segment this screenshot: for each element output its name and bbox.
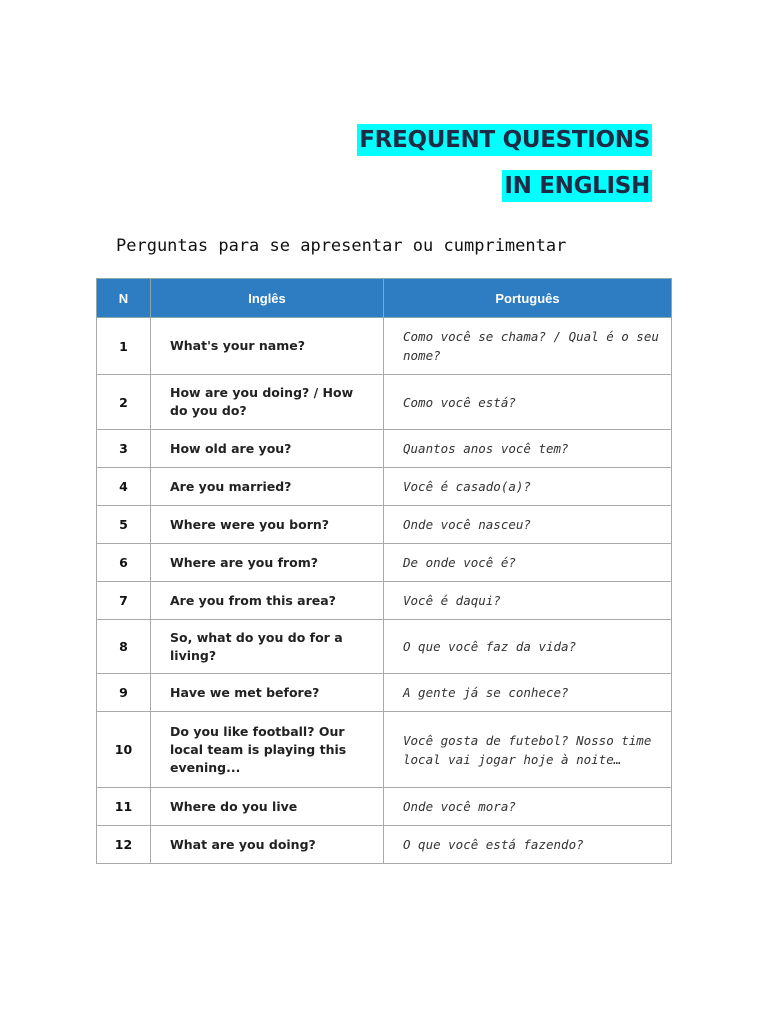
row-number: 3 bbox=[97, 430, 151, 468]
portuguese-translation: Você é daqui? bbox=[384, 582, 672, 620]
row-number: 8 bbox=[97, 620, 151, 674]
english-question: Where do you live bbox=[151, 788, 384, 826]
portuguese-translation: Você é casado(a)? bbox=[384, 468, 672, 506]
table-row bbox=[97, 826, 672, 864]
english-question: What's your name? bbox=[151, 318, 384, 375]
row-number: 4 bbox=[97, 468, 151, 506]
table-row bbox=[97, 582, 672, 620]
row-number: 5 bbox=[97, 506, 151, 544]
table-row bbox=[97, 788, 672, 826]
questions-table bbox=[96, 278, 672, 864]
table-row bbox=[97, 468, 672, 506]
english-question: How are you doing? / How do you do? bbox=[151, 375, 384, 430]
portuguese-translation: De onde você é? bbox=[384, 544, 672, 582]
english-question: What are you doing? bbox=[151, 826, 384, 864]
table-row bbox=[97, 674, 672, 712]
table-header-row bbox=[97, 279, 672, 318]
table-row bbox=[97, 375, 672, 430]
portuguese-translation: Como você está? bbox=[384, 375, 672, 430]
english-question: Do you like football? Our local team is playing this evening... bbox=[151, 712, 384, 788]
title-line-2: IN ENGLISH bbox=[502, 170, 652, 202]
row-number: 12 bbox=[97, 826, 151, 864]
table-row bbox=[97, 620, 672, 674]
title-line-1: FREQUENT QUESTIONS bbox=[357, 124, 652, 156]
row-number: 6 bbox=[97, 544, 151, 582]
header-portuguese: Português bbox=[384, 279, 672, 318]
row-number: 10 bbox=[97, 712, 151, 788]
portuguese-translation: Onde você mora? bbox=[384, 788, 672, 826]
table-row bbox=[97, 430, 672, 468]
portuguese-translation: Você gosta de futebol? Nosso time local vai jogar hoje à noite… bbox=[384, 712, 672, 788]
row-number: 1 bbox=[97, 318, 151, 375]
english-question: Where were you born? bbox=[151, 506, 384, 544]
table-row bbox=[97, 318, 672, 375]
portuguese-translation: A gente já se conhece? bbox=[384, 674, 672, 712]
portuguese-translation: O que você faz da vida? bbox=[384, 620, 672, 674]
portuguese-translation: Quantos anos você tem? bbox=[384, 430, 672, 468]
portuguese-translation: Onde você nasceu? bbox=[384, 506, 672, 544]
row-number: 2 bbox=[97, 375, 151, 430]
english-question: So, what do you do for a living? bbox=[151, 620, 384, 674]
table-row bbox=[97, 544, 672, 582]
english-question: Have we met before? bbox=[151, 674, 384, 712]
row-number: 11 bbox=[97, 788, 151, 826]
english-question: Are you from this area? bbox=[151, 582, 384, 620]
page-title bbox=[357, 124, 652, 202]
section-subtitle: Perguntas para se apresentar ou cumprimentar bbox=[116, 236, 567, 256]
row-number: 9 bbox=[97, 674, 151, 712]
table-row bbox=[97, 506, 672, 544]
table-row bbox=[97, 712, 672, 788]
english-question: Are you married? bbox=[151, 468, 384, 506]
header-english: Inglês bbox=[151, 279, 384, 318]
row-number: 7 bbox=[97, 582, 151, 620]
header-number: N bbox=[97, 279, 151, 318]
portuguese-translation: O que você está fazendo? bbox=[384, 826, 672, 864]
english-question: Where are you from? bbox=[151, 544, 384, 582]
english-question: How old are you? bbox=[151, 430, 384, 468]
portuguese-translation: Como você se chama? / Qual é o seu nome? bbox=[384, 318, 672, 375]
